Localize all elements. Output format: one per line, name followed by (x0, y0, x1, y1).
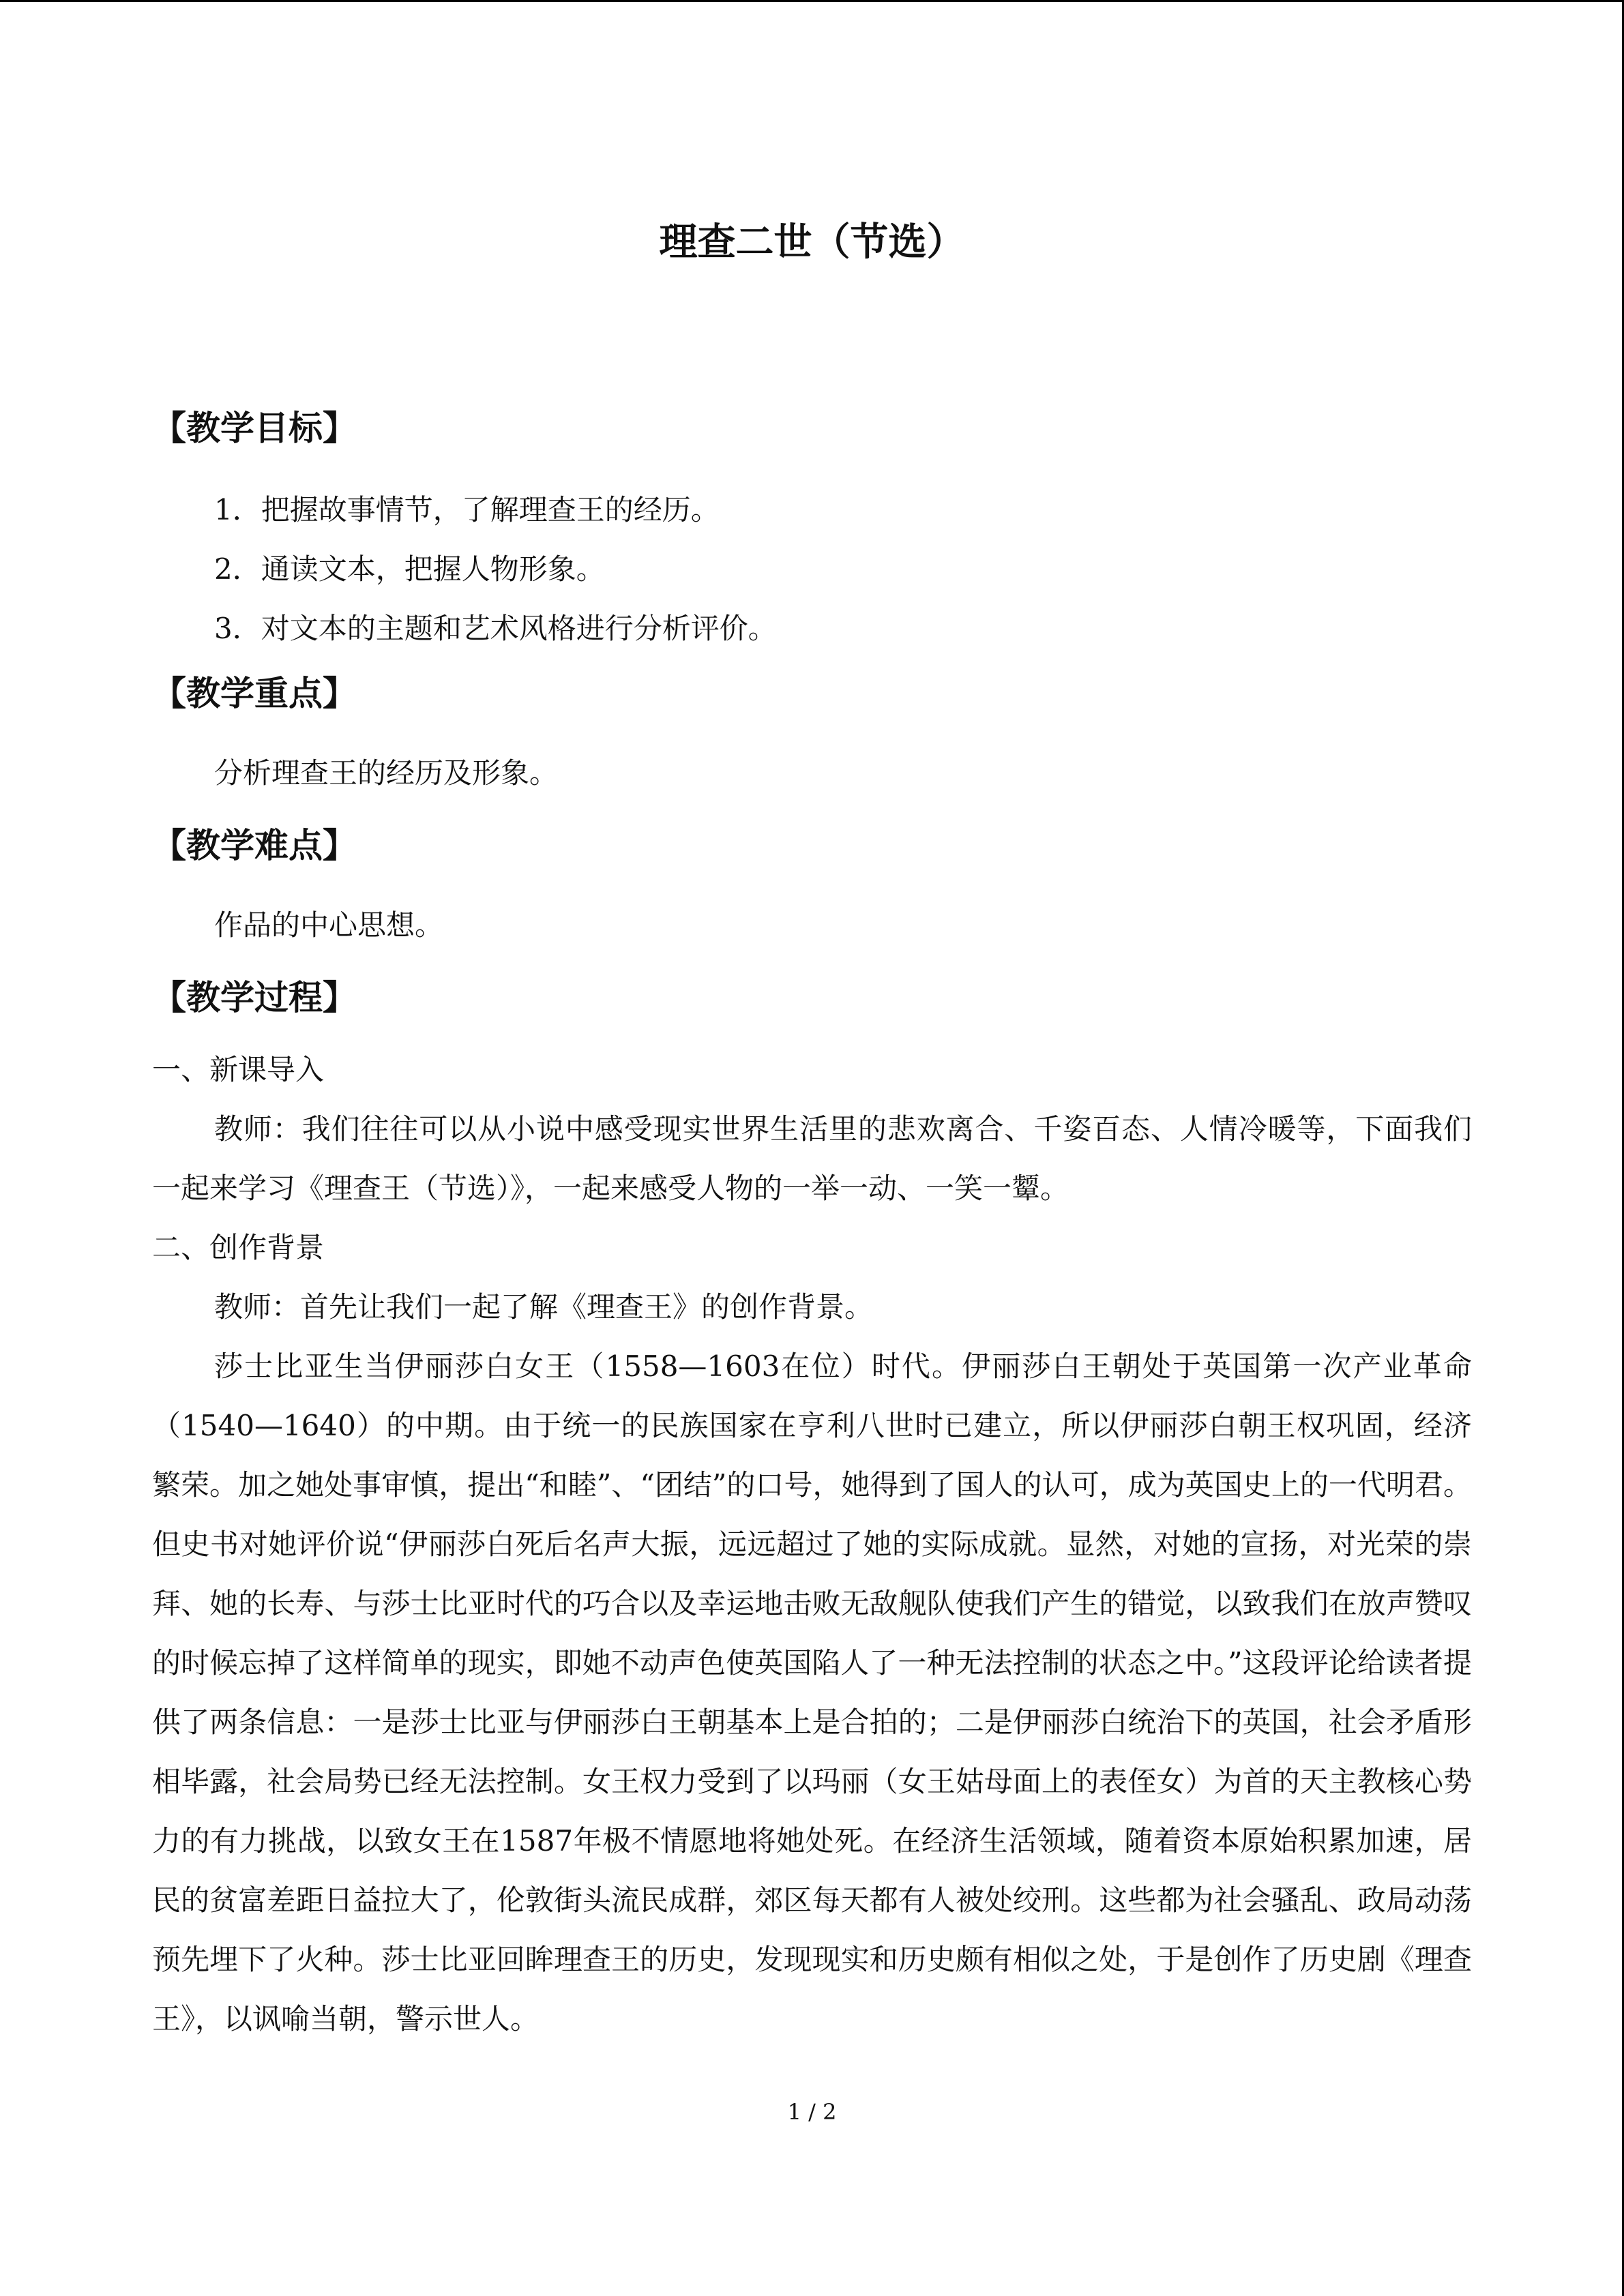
document-body (152, 205, 1472, 2048)
process-heading: 【教学过程】 (152, 977, 357, 1017)
step-background-body: 莎士比亚生当伊丽莎白女王（1558—1603在位）时代。伊丽莎白王朝处于英国第一次产业革命（1540—1640）的中期。由于统一的民族国家在亨利八世时已建立，所以伊丽莎白朝王权巩固，经济繁荣。加之她处事审慎，提出“和睦”、“团结”的口号，她得到了国人的认可，成为英国史上的一代明君。但史书对她评价说“伊丽莎白死后名声大振，远远超过了她的实际成就。显然，对她的宣扬，对光荣的崇拜、她的长寿、与莎士比亚时代的巧合以及幸运地击败无敌舰队使我们产生的错觉，以致我们在放声赞叹的时候忘掉了这样简单的现实，即她不动声色使英国陷人了一种无法控制的状态之中。”这段评论给读者提供了两条信息：一是莎士比亚与伊丽莎白王朝基本上是合拍的；二是伊丽莎白统治下的英国，社会矛盾形相毕露，社会局势已经无法控制。女王权力受到了以玛丽（女王姑母面上的表侄女）为首的天主教核心势力的有力挑战，以致女王在1587年极不情愿地将她处死。在经济生活领域，随着资本原始积累加速，居民的贫富差距日益拉大了，伦敦街头流民成群，郊区每天都有人被处绞刑。这些都为社会骚乱、政局动荡预先埋下了火种。莎士比亚回眸理查王的历史，发现现实和历史颇有相似之处，于是创作了历史剧《理查王》，以讽喻当朝，警示世人。 (152, 1350, 1472, 2036)
page-top-border (0, 0, 1624, 2)
difficulties-heading: 【教学难点】 (152, 825, 357, 865)
objectives-list (152, 480, 1472, 658)
document-title: 理查二世（节选） (659, 220, 965, 265)
key-points-text: 分析理查王的经历及形象。 (214, 756, 559, 790)
objectives-heading: 【教学目标】 (152, 408, 357, 448)
step-background-intro: 教师：首先让我们一起了解《理查王》的创作背景。 (214, 1290, 874, 1324)
step-background-title: 二、创作背景 (152, 1231, 325, 1264)
list-item: 3．对文本的主题和艺术风格进行分析评价。 (214, 612, 777, 645)
key-points-heading: 【教学重点】 (152, 673, 357, 713)
list-item: 1．把握故事情节，了解理查王的经历。 (214, 493, 720, 526)
step-intro-text: 教师：我们往往可以从小说中感受现实世界生活里的悲欢离合、千姿百态、人情冷暖等，下面我们一起来学习《理查王（节选）》，一起来感受人物的一举一动、一笑一颦。 (152, 1112, 1472, 1205)
step-intro-title: 一、新课导入 (152, 1053, 325, 1086)
list-item: 2．通读文本，把握人物形象。 (214, 552, 605, 586)
page-number: 1 / 2 (787, 2099, 837, 2125)
difficulties-text: 作品的中心思想。 (214, 908, 444, 942)
